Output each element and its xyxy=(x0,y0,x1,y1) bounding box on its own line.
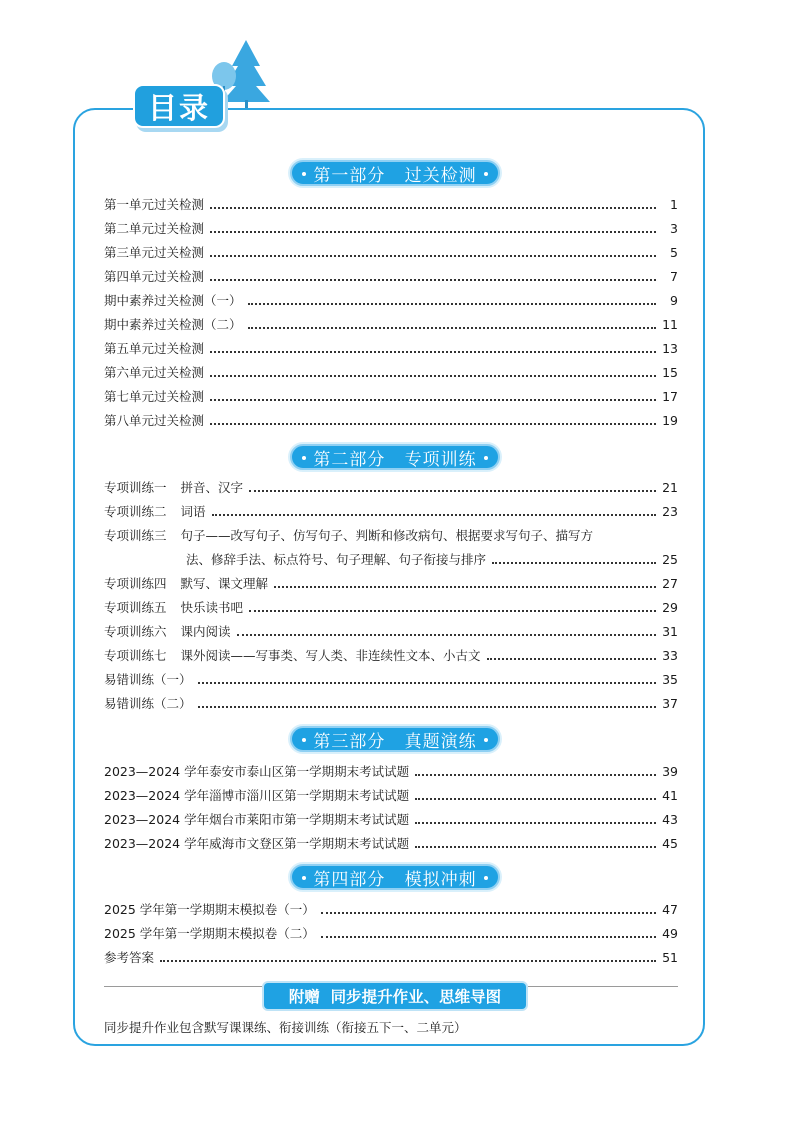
toc-entry[interactable] xyxy=(104,524,678,544)
entry-title: 专项训练二 xyxy=(104,504,167,519)
entry-title-continued: 法、修辞手法、标点符号、句子理解、句子衔接与排序 xyxy=(186,552,487,567)
entry-title: 第八单元过关检测 xyxy=(104,413,205,428)
entry-title: 第二单元过关检测 xyxy=(104,221,205,236)
page-number: 39 xyxy=(662,764,678,779)
entry-title: 专项训练七 xyxy=(104,648,167,663)
dot-leader xyxy=(248,327,656,329)
gift-banner: 附赠 同步提升作业、思维导图 xyxy=(264,983,526,1009)
entry-subtitle: 句子——改写句子、仿写句子、判断和修改病句、根据要求写句子、描写方 xyxy=(180,528,594,543)
dot-icon xyxy=(302,172,306,176)
toc-entry[interactable] xyxy=(104,644,678,664)
toc-entry[interactable] xyxy=(104,409,678,429)
toc-entry[interactable] xyxy=(104,241,678,261)
entry-title: 易错训练（二） xyxy=(104,696,192,711)
dot-leader xyxy=(160,960,656,962)
section-header xyxy=(290,726,500,752)
section-header xyxy=(290,160,500,186)
entry-title: 专项训练三 xyxy=(104,528,167,543)
page-number: 47 xyxy=(662,902,678,917)
gift-note: 同步提升作业包含默写课课练、衔接训练（衔接五下一、二单元） xyxy=(104,1020,467,1035)
entry-title: 2023—2024 学年威海市文登区第一学期期末考试试题 xyxy=(104,836,410,851)
entry-title: 期中素养过关检测（二） xyxy=(104,317,242,332)
dot-icon xyxy=(484,456,488,460)
dot-icon xyxy=(302,738,306,742)
entry-title: 第四单元过关检测 xyxy=(104,269,205,284)
entry-title: 第一单元过关检测 xyxy=(104,197,205,212)
dot-leader xyxy=(248,303,656,305)
toc-entry[interactable] xyxy=(104,500,678,520)
section-label: 第三部分 真题演练 xyxy=(313,731,477,752)
page-number: 21 xyxy=(662,480,678,495)
dot-leader xyxy=(212,514,656,516)
dot-leader xyxy=(321,912,656,914)
entry-title: 2025 学年第一学期期末模拟卷（二） xyxy=(104,926,315,941)
page-number: 37 xyxy=(662,696,678,711)
toc-entry[interactable] xyxy=(104,946,678,966)
toc-entry[interactable] xyxy=(104,337,678,357)
section-header xyxy=(290,864,500,890)
dot-leader xyxy=(415,798,656,800)
entry-subtitle: 默写、课文理解 xyxy=(180,576,269,591)
dot-leader xyxy=(415,774,656,776)
page-number: 33 xyxy=(662,648,678,663)
entry-subtitle: 词语 xyxy=(180,504,206,519)
page-number: 41 xyxy=(662,788,678,803)
section-label: 第四部分 模拟冲刺 xyxy=(313,869,477,890)
page-number: 43 xyxy=(662,812,678,827)
toc-entry[interactable] xyxy=(104,922,678,942)
page-number: 31 xyxy=(662,624,678,639)
dot-leader xyxy=(492,562,656,564)
entry-title: 参考答案 xyxy=(104,950,155,965)
entry-title: 第三单元过关检测 xyxy=(104,245,205,260)
dot-leader xyxy=(198,706,656,708)
entry-subtitle: 课外阅读——写事类、写人类、非连续性文本、小古文 xyxy=(180,648,481,663)
entry-title: 第七单元过关检测 xyxy=(104,389,205,404)
dot-leader xyxy=(210,231,656,233)
section-label: 第一部分 过关检测 xyxy=(313,165,477,186)
entry-title: 专项训练六 xyxy=(104,624,167,639)
dot-leader xyxy=(415,822,656,824)
page-number: 25 xyxy=(662,552,678,567)
page-number: 13 xyxy=(662,341,678,356)
page-number: 45 xyxy=(662,836,678,851)
dot-leader xyxy=(210,207,656,209)
page-number: 19 xyxy=(662,413,678,428)
entry-title: 第五单元过关检测 xyxy=(104,341,205,356)
toc-entry[interactable] xyxy=(104,265,678,285)
toc-entry[interactable] xyxy=(104,808,678,828)
dot-icon xyxy=(484,738,488,742)
dot-leader xyxy=(198,682,656,684)
page-number: 15 xyxy=(662,365,678,380)
toc-entry[interactable] xyxy=(104,193,678,213)
entry-title: 2023—2024 学年淄博市淄川区第一学期期末考试试题 xyxy=(104,788,410,803)
dot-leader xyxy=(249,610,656,612)
toc-entry[interactable] xyxy=(104,361,678,381)
entry-title: 专项训练一 xyxy=(104,480,167,495)
dot-leader xyxy=(237,634,656,636)
dot-icon xyxy=(302,876,306,880)
dot-icon xyxy=(302,456,306,460)
dot-leader xyxy=(321,936,656,938)
entry-title: 2023—2024 学年泰安市泰山区第一学期期末考试试题 xyxy=(104,764,410,779)
entry-title: 2025 学年第一学期期末模拟卷（一） xyxy=(104,902,315,917)
page-number: 9 xyxy=(670,293,678,308)
page-number: 35 xyxy=(662,672,678,687)
entry-title: 第六单元过关检测 xyxy=(104,365,205,380)
section-header xyxy=(290,444,500,470)
entry-subtitle: 课内阅读 xyxy=(180,624,231,639)
toc-entry[interactable] xyxy=(104,476,678,496)
toc-entry[interactable] xyxy=(104,572,678,592)
entry-title: 2023—2024 学年烟台市莱阳市第一学期期末考试试题 xyxy=(104,812,410,827)
toc-entry[interactable] xyxy=(104,217,678,237)
toc-entry[interactable] xyxy=(104,692,678,712)
entry-title: 专项训练五 xyxy=(104,600,167,615)
toc-entry[interactable] xyxy=(104,832,678,852)
toc-entry[interactable] xyxy=(104,385,678,405)
section-label: 第二部分 专项训练 xyxy=(313,449,477,470)
toc-entry[interactable] xyxy=(104,898,678,918)
toc-entry[interactable] xyxy=(104,289,678,309)
dot-leader xyxy=(210,375,656,377)
toc-entry[interactable] xyxy=(104,668,678,688)
toc-entry[interactable] xyxy=(186,548,678,568)
toc-entry[interactable] xyxy=(104,620,678,640)
page-number: 1 xyxy=(670,197,678,212)
dot-leader xyxy=(487,658,656,660)
page-number: 5 xyxy=(670,245,678,260)
entry-title: 期中素养过关检测（一） xyxy=(104,293,242,308)
dot-icon xyxy=(484,876,488,880)
toc-entry[interactable] xyxy=(104,784,678,804)
entry-subtitle: 拼音、汉字 xyxy=(180,480,244,495)
entry-title: 易错训练（一） xyxy=(104,672,192,687)
toc-entry[interactable] xyxy=(104,313,678,333)
toc-entry[interactable] xyxy=(104,596,678,616)
dot-leader xyxy=(210,423,656,425)
dot-leader xyxy=(210,351,656,353)
dot-leader xyxy=(210,255,656,257)
dot-leader xyxy=(210,399,656,401)
page-number: 51 xyxy=(662,950,678,965)
page-number: 29 xyxy=(662,600,678,615)
dot-leader xyxy=(210,279,656,281)
page-number: 23 xyxy=(662,504,678,519)
page-number: 17 xyxy=(662,389,678,404)
page-number: 27 xyxy=(662,576,678,591)
entry-subtitle: 快乐读书吧 xyxy=(180,600,244,615)
page-number: 3 xyxy=(670,221,678,236)
dot-leader xyxy=(249,490,656,492)
page-title: 目录 xyxy=(133,84,225,128)
dot-leader xyxy=(274,586,656,588)
page-number: 7 xyxy=(670,269,678,284)
entry-title: 专项训练四 xyxy=(104,576,167,591)
page-number: 49 xyxy=(662,926,678,941)
toc-entry[interactable] xyxy=(104,760,678,780)
dot-icon xyxy=(484,172,488,176)
page-number: 11 xyxy=(662,317,678,332)
dot-leader xyxy=(415,846,656,848)
